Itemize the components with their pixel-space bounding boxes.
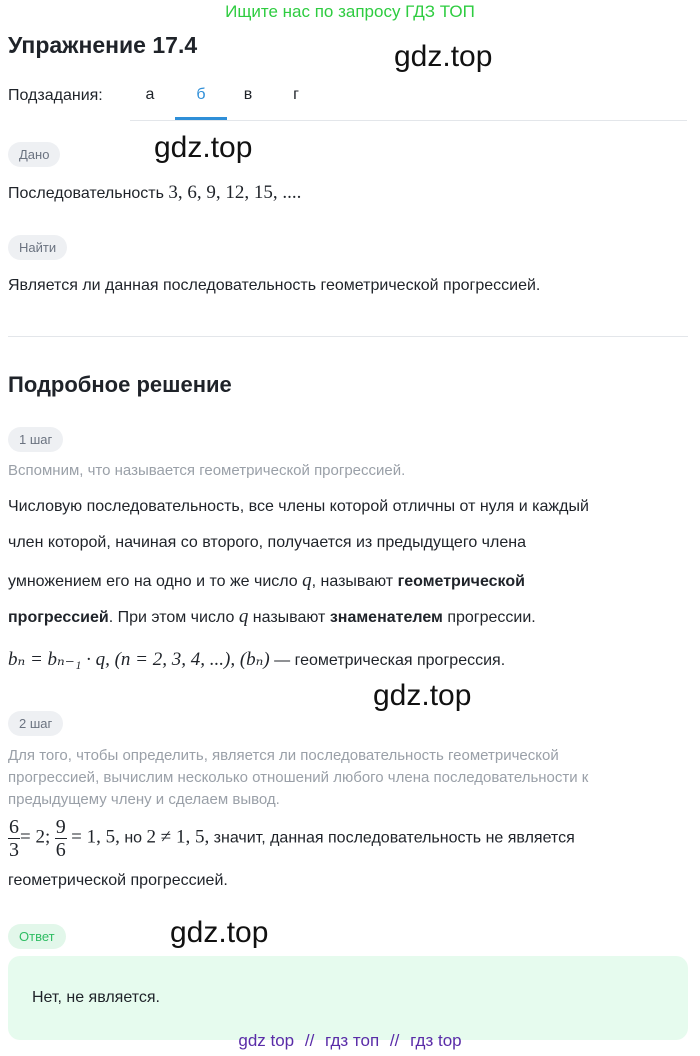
step1-line4-c: прогрессии. [447,609,536,626]
term-progression: прогрессией [8,609,109,626]
step2-hint-1: Для того, чтобы определить, является ли последовательность геометрической [8,747,559,764]
top-banner[interactable]: Ищите нас по запросу ГДЗ ТОП [225,2,475,21]
step1-line3 [8,570,525,592]
find-text: Является ли данная последовательность геометрической прогрессией. [8,277,541,294]
footer-link-1[interactable]: gdz top [238,1031,295,1050]
answer-badge: Ответ [8,924,66,949]
answer-text: Нет, не является. [32,989,160,1006]
watermark: gdz.top [373,679,472,712]
active-tab-indicator [175,117,227,120]
fraction-numerator: 9 [55,816,66,838]
step1-hint: Вспомним, что называется геометрической прогрессией. [8,462,406,479]
fraction-6-3 [8,816,20,861]
tab-g[interactable]: г [293,86,299,103]
step2-line2: геометрической прогрессией. [8,872,228,889]
calc-equals-2: = 2; [20,826,51,848]
fraction-denominator: 6 [55,839,66,861]
watermark: gdz.top [170,916,269,949]
tab-a[interactable]: а [145,86,155,103]
step1-line3-b: , называют [311,573,394,590]
page-title: Упражнение 17.4 [8,32,198,58]
solution-heading: Подробное решение [8,372,232,397]
fraction-9-6 [55,816,67,861]
watermark: gdz.top [394,40,493,73]
calc-inequality: 2 ≠ 1, 5, [146,826,210,848]
watermark: gdz.top [154,131,253,164]
footer-separator: // [389,1031,400,1050]
term-denominator: знаменателем [329,609,443,626]
subtasks-tabs [130,76,687,121]
step1-badge: 1 шаг [8,427,63,452]
given-label-text: Последовательность [8,185,164,202]
step1-line4 [8,606,536,628]
step2-badge: 2 шаг [8,711,63,736]
subtasks-label: Подзадания: [8,87,103,104]
step2-hint-2: прогрессией, вычислим несколько отношений любого члена последовательности к [8,769,589,786]
fraction-numerator: 6 [9,816,19,838]
step2-hint-3: предыдущему члену и сделаем вывод. [8,791,280,808]
var-q: q [302,570,312,591]
given-text [8,182,301,204]
tab-v[interactable]: в [243,86,253,103]
calc-conclusion: значит, данная последовательность не является [213,829,575,847]
answer-box [8,956,688,1040]
step1-line1: Числовую последовательность, все члены которой отличны от нуля и каждый [8,498,589,515]
var-q: q [238,606,249,627]
calc-equals-1-5: = 1, 5, [71,826,120,848]
fraction-denominator: 3 [9,839,19,861]
calc-but: но [124,829,143,847]
step1-formula-text: — геометрическая прогрессия. [274,652,506,669]
footer-links [0,1031,700,1051]
step1-line2: член которой, начиная со второго, получается из предыдущего члена [8,534,526,551]
divider [8,336,688,337]
step1-line4-a: . При этом число [108,609,235,626]
footer-separator: // [304,1031,315,1050]
footer-link-2[interactable]: гдз топ [325,1031,380,1050]
step1-formula-line [8,648,505,671]
step1-formula: bₙ = bₙ₋₁ · q, (n = 2, 3, 4, ...), (bₙ) [8,649,270,670]
given-badge: Дано [8,142,60,167]
footer-link-3[interactable]: гдз top [410,1031,462,1050]
given-sequence: 3, 6, 9, 12, 15, .... [168,182,302,203]
step2-calc-line [8,816,575,861]
find-badge: Найти [8,235,67,260]
step1-line3-a: умножением его на одно и то же число [8,573,298,590]
term-geometric: геометрической [397,573,525,590]
step1-line4-b: называют [252,609,326,626]
tab-b[interactable]: б [196,86,206,103]
